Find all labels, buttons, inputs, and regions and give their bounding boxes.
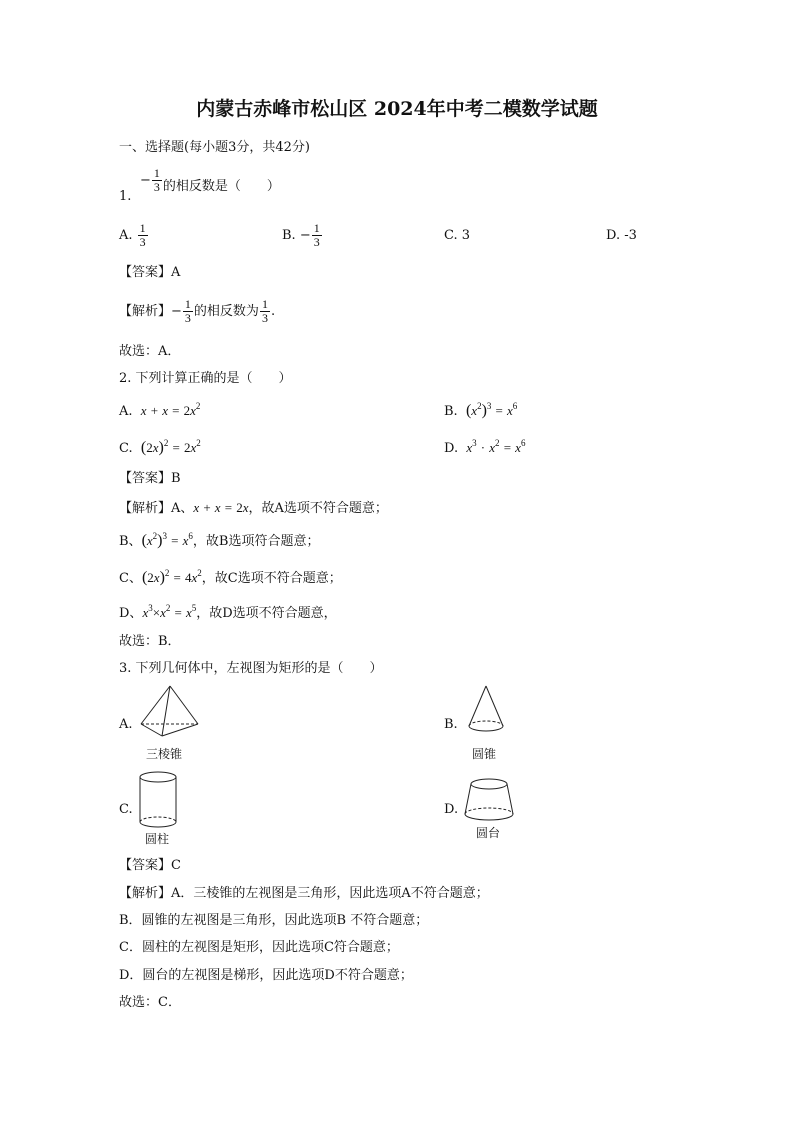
q3-option-c-label: C. bbox=[119, 802, 133, 817]
q2-analysis-b: B、$(x^2)^3 = x^6$，故B选项符合题意； bbox=[119, 531, 320, 549]
q3-option-a-caption: 三棱锥 bbox=[146, 747, 183, 761]
q3-option-d-caption: 圆台 bbox=[476, 826, 501, 840]
q2-analysis-c: C、$(2x)^2 = 4x^2$，故C选项不符合题意； bbox=[119, 568, 342, 586]
q1-option-a: A. $\frac{1}{3}$ bbox=[119, 221, 146, 249]
q1-minus-sign: − bbox=[140, 173, 151, 188]
cone-figure bbox=[466, 684, 506, 736]
q3-analysis-a: 【解析】A．三棱锥的左视图是三角形，因此选项A不符合题意； bbox=[119, 886, 489, 901]
q1-analysis: 【解析】− $\frac{1}{3}$ 的相反数为 $\frac{1}{3}$ . bbox=[119, 297, 276, 325]
frustum-figure bbox=[462, 776, 516, 824]
q2-conclusion: 故选：B． bbox=[119, 634, 181, 649]
q3-analysis-b: B．圆锥的左视图是三角形，因此选项B 不符合题意； bbox=[119, 913, 429, 928]
q3-stem: 3. 下列几何体中，左视图为矩形的是（ ） bbox=[119, 661, 383, 676]
q1-answer: 【答案】A bbox=[119, 265, 181, 280]
q1-option-d: D. -3 bbox=[606, 228, 637, 243]
q1-stem bbox=[140, 166, 280, 196]
q3-conclusion: 故选：C． bbox=[119, 995, 181, 1010]
q2-stem: 2. 下列计算正确的是（ ） bbox=[119, 371, 292, 386]
q1-conclusion: 故选：A． bbox=[119, 344, 181, 359]
q2-option-a: A. $x + x = 2x^2$ bbox=[119, 401, 201, 419]
q2-analysis-a: 【解析】A、x + x = 2x，故A选项不符合题意； bbox=[119, 500, 388, 516]
page-title: 内蒙古赤峰市松山区 2024年中考二模数学试题 bbox=[196, 98, 598, 120]
q1-option-b: B. − $\frac{1}{3}$ bbox=[282, 221, 320, 249]
q3-option-c-caption: 圆柱 bbox=[145, 832, 170, 846]
q3-analysis-d: D．圆台的左视图是梯形，因此选项D不符合题意； bbox=[119, 968, 413, 983]
q2-option-d: D. $x^3 \cdot x^2 = x^6$ bbox=[444, 438, 526, 456]
q2-answer: 【答案】B bbox=[119, 471, 181, 486]
q1-fraction: $\frac{1}{3}$ bbox=[153, 166, 160, 194]
q2-option-b: B. $(x^2)^3 = x^6$ bbox=[444, 401, 518, 419]
q3-option-b-caption: 圆锥 bbox=[472, 747, 497, 761]
section-heading: 一、选择题(每小题3分，共42分) bbox=[119, 140, 310, 155]
cylinder-figure bbox=[138, 770, 178, 830]
q3-analysis-c: C．圆柱的左视图是矩形，因此选项C符合题意； bbox=[119, 940, 399, 955]
q3-option-d-label: D. bbox=[444, 802, 459, 817]
q3-option-b-label: B. bbox=[444, 717, 458, 732]
q2-analysis-d: D、$x^3\times x^2 = x^5$，故D选项不符合题意， bbox=[119, 603, 337, 621]
q2-option-c: C. $(2x)^2 = 2x^2$ bbox=[119, 438, 201, 456]
triangular-pyramid-figure bbox=[138, 684, 202, 740]
q1-option-c: C. 3 bbox=[444, 228, 471, 243]
q3-answer: 【答案】C bbox=[119, 858, 181, 873]
q3-option-a-label: A. bbox=[119, 717, 133, 732]
q1-number: 1. bbox=[119, 189, 132, 204]
q1-stem-text: 的相反数是（ ） bbox=[162, 179, 280, 194]
